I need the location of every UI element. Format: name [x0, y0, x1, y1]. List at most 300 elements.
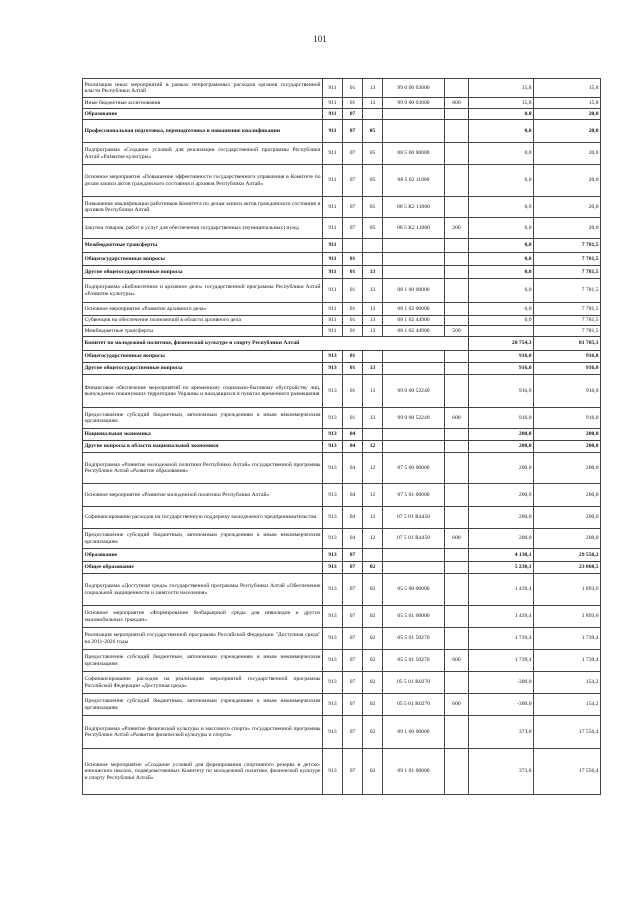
expense-kind-cell	[445, 562, 469, 574]
amount-total-cell: 7 781,5	[534, 279, 601, 303]
admin-code-cell: 911	[323, 109, 343, 120]
subsection-code-cell: 13	[363, 375, 383, 408]
section-code-cell: 04	[343, 429, 363, 441]
row-name-cell: Основное мероприятие «Повышение эффективности государственного управления в Комитете по делам записи актов гражданского состояния и архивов Республики Алтай»	[83, 165, 323, 197]
amount-total-cell: 154,2	[534, 694, 601, 716]
expense-kind-cell	[445, 628, 469, 650]
expense-kind-cell: 200	[445, 218, 469, 239]
row-name-cell: Межбюджетные трансферты	[83, 326, 323, 337]
subsection-code-cell	[363, 239, 383, 253]
amount-total-cell: 916,0	[534, 375, 601, 408]
table-row	[83, 253, 601, 266]
target-article-cell	[383, 363, 445, 375]
section-code-cell: 07	[343, 749, 363, 795]
expense-kind-cell: 600	[445, 529, 469, 549]
table-row	[83, 672, 601, 694]
amount-change-cell: 200,0	[469, 529, 534, 549]
expense-kind-cell	[445, 716, 469, 749]
row-name-cell: Предоставление субсидий бюджетным, автономным учреждениям и иным некоммерческим организациям	[83, 694, 323, 716]
amount-change-cell: 0,0	[469, 266, 534, 279]
section-code-cell: 07	[343, 606, 363, 628]
admin-code-cell: 913	[323, 529, 343, 549]
row-name-cell: Межбюджетные трансферты	[83, 239, 323, 253]
amount-total-cell: 1 893,6	[534, 606, 601, 628]
amount-total-cell: 200,0	[534, 507, 601, 529]
expense-kind-cell: 800	[445, 98, 469, 109]
table-row	[83, 749, 601, 795]
row-name-cell: Подпрограмма «Создание условий для реализации государственной программы Республики Алтай «Развитие культуры»	[83, 143, 323, 165]
target-article-cell: 08 5 00 00000	[383, 143, 445, 165]
row-name-cell: Образование	[83, 549, 323, 562]
section-code-cell: 04	[343, 453, 363, 484]
row-name-cell: Реализация иных мероприятий в рамках непрограммных расходов органов государственной власти Республики Алтай	[83, 79, 323, 98]
admin-code-cell: 913	[323, 375, 343, 408]
subsection-code-cell: 13	[363, 279, 383, 303]
section-code-cell: 07	[343, 562, 363, 574]
amount-change-cell: 200,0	[469, 484, 534, 507]
admin-code-cell: 913	[323, 408, 343, 429]
table-row	[83, 441, 601, 453]
amount-change-cell: 0,0	[469, 253, 534, 266]
section-code-cell: 07	[343, 109, 363, 120]
amount-change-cell: 200,0	[469, 441, 534, 453]
amount-change-cell: 373,8	[469, 716, 534, 749]
admin-code-cell: 911	[323, 98, 343, 109]
row-name-cell: Повышение квалификации работников Комитета по делам записи актов гражданского состояния и архивов Республики Алтай	[83, 197, 323, 218]
row-name-cell: Подпрограмма «Доступная среда» государственной программы Республики Алтай «Обеспечение социальной защищенности и занятости населения»	[83, 574, 323, 606]
amount-total-cell: 20,0	[534, 197, 601, 218]
admin-code-cell: 913	[323, 441, 343, 453]
expense-kind-cell	[445, 239, 469, 253]
expense-kind-cell	[445, 79, 469, 98]
amount-total-cell: 20,0	[534, 218, 601, 239]
table-row	[83, 218, 601, 239]
table-row	[83, 143, 601, 165]
admin-code-cell: 913	[323, 363, 343, 375]
admin-code-cell: 913	[323, 574, 343, 606]
table-row	[83, 549, 601, 562]
admin-code-cell: 911	[323, 79, 343, 98]
amount-total-cell: 7 781,5	[534, 326, 601, 337]
amount-total-cell: 916,0	[534, 351, 601, 363]
expense-kind-cell	[445, 316, 469, 326]
admin-code-cell: 913	[323, 453, 343, 484]
amount-total-cell: 7 781,5	[534, 303, 601, 316]
subsection-code-cell	[363, 549, 383, 562]
section-code-cell: 01	[343, 351, 363, 363]
amount-total-cell: 1 739,4	[534, 650, 601, 672]
row-name-cell: Предоставление субсидий бюджетным, автономным учреждениям и иным некоммерческим организациям	[83, 650, 323, 672]
amount-total-cell: 7 781,5	[534, 316, 601, 326]
table-row	[83, 109, 601, 120]
table-row	[83, 375, 601, 408]
row-name-cell: Комитет по молодежной политике, физической культуре и спорту Республики Алтай	[83, 337, 469, 351]
target-article-cell: 05 5 01 50270	[383, 650, 445, 672]
table-row	[83, 694, 601, 716]
amount-change-cell: 916,0	[469, 408, 534, 429]
target-article-cell	[383, 429, 445, 441]
expense-kind-cell	[445, 672, 469, 694]
amount-change-cell: 0,0	[469, 303, 534, 316]
section-code-cell: 01	[343, 375, 363, 408]
amount-change-cell: 15,8	[469, 98, 534, 109]
row-name-cell: Подпрограмма «Библиотечное и архивное дело» государственной программы Республики Алтай «Развитие культуры»	[83, 279, 323, 303]
expense-kind-cell	[445, 120, 469, 143]
row-name-cell: Другие общегосударственные вопросы	[83, 363, 323, 375]
expense-kind-cell	[445, 109, 469, 120]
subsection-code-cell: 13	[363, 98, 383, 109]
target-article-cell: 05 5 01 R0270	[383, 672, 445, 694]
target-article-cell	[383, 562, 445, 574]
expense-kind-cell: 500	[445, 326, 469, 337]
page-number: 101	[313, 34, 327, 44]
table-row	[83, 650, 601, 672]
subsection-code-cell: 13	[363, 316, 383, 326]
expense-kind-cell	[445, 266, 469, 279]
section-code-cell: 04	[343, 484, 363, 507]
table-row	[83, 484, 601, 507]
row-name-cell: Подпрограмма «Развитие молодежной политики Республики Алтай» государственной программы Республики Алтай «Развитие образования»	[83, 453, 323, 484]
table-row	[83, 120, 601, 143]
target-article-cell	[383, 253, 445, 266]
table-body	[83, 79, 601, 795]
subsection-code-cell: 05	[363, 120, 383, 143]
table-row	[83, 197, 601, 218]
row-name-cell: Образование	[83, 109, 323, 120]
amount-total-cell: 20,0	[534, 109, 601, 120]
amount-total-cell: 200,0	[534, 429, 601, 441]
admin-code-cell: 911	[323, 326, 343, 337]
amount-total-cell: 916,0	[534, 408, 601, 429]
section-code-cell: 04	[343, 441, 363, 453]
table-row	[83, 351, 601, 363]
admin-code-cell: 913	[323, 351, 343, 363]
section-code-cell: 07	[343, 165, 363, 197]
table-row	[83, 574, 601, 606]
subsection-code-cell: 13	[363, 363, 383, 375]
target-article-cell	[383, 239, 445, 253]
row-name-cell: Субвенция на обеспечение полномочий в области архивного дела	[83, 316, 323, 326]
amount-change-cell: 916,0	[469, 351, 534, 363]
expense-kind-cell	[445, 749, 469, 795]
target-article-cell: 08 5 К2 11000	[383, 197, 445, 218]
amount-total-cell: 17 556,4	[534, 749, 601, 795]
subsection-code-cell	[363, 253, 383, 266]
amount-change-cell: 200,0	[469, 507, 534, 529]
table-row	[83, 507, 601, 529]
table-row	[83, 279, 601, 303]
amount-change-cell: 0,0	[469, 197, 534, 218]
subsection-code-cell: 13	[363, 408, 383, 429]
expense-kind-cell	[445, 165, 469, 197]
subsection-code-cell: 02	[363, 716, 383, 749]
table-row	[83, 429, 601, 441]
row-name-cell: Иные бюджетные ассигнования	[83, 98, 323, 109]
amount-change-cell: 373,8	[469, 749, 534, 795]
section-code-cell: 04	[343, 507, 363, 529]
amount-change-cell: 1 439,4	[469, 574, 534, 606]
subsection-code-cell: 13	[363, 303, 383, 316]
amount-change-cell: 0,0	[469, 120, 534, 143]
amount-total-cell: 200,0	[534, 441, 601, 453]
amount-change-cell: 0,0	[469, 165, 534, 197]
amount-total-cell: 154,2	[534, 672, 601, 694]
amount-total-cell: 7 781,5	[534, 266, 601, 279]
amount-change-cell: 0,0	[469, 279, 534, 303]
amount-total-cell: 29 556,2	[534, 549, 601, 562]
admin-code-cell: 911	[323, 303, 343, 316]
target-article-cell: 05 5 01 00000	[383, 606, 445, 628]
subsection-code-cell: 02	[363, 574, 383, 606]
subsection-code-cell: 05	[363, 143, 383, 165]
amount-total-cell: 200,0	[534, 484, 601, 507]
row-name-cell: Софинансирование расходов на государственную поддержку молодежного предпринимательства	[83, 507, 323, 529]
row-name-cell: Основное мероприятие «Развитие молодежной политики Республики Алтай»	[83, 484, 323, 507]
target-article-cell: 99 0 00 03000	[383, 79, 445, 98]
expense-kind-cell	[445, 253, 469, 266]
section-code-cell: 01	[343, 98, 363, 109]
expense-kind-cell	[445, 143, 469, 165]
expense-kind-cell	[445, 429, 469, 441]
target-article-cell: 08 1 02 00000	[383, 303, 445, 316]
target-article-cell	[383, 351, 445, 363]
expense-kind-cell	[445, 574, 469, 606]
section-code-cell: 01	[343, 303, 363, 316]
target-article-cell: 05 5 01 R0270	[383, 694, 445, 716]
subsection-code-cell: 05	[363, 197, 383, 218]
target-article-cell: 08 1 00 00000	[383, 279, 445, 303]
expense-kind-cell	[445, 279, 469, 303]
amount-total-cell: 20,0	[534, 143, 601, 165]
target-article-cell	[383, 120, 445, 143]
section-code-cell: 01	[343, 326, 363, 337]
subsection-code-cell: 13	[363, 326, 383, 337]
amount-change-cell: 200,0	[469, 453, 534, 484]
amount-total-cell: 916,0	[534, 363, 601, 375]
expense-kind-cell	[445, 303, 469, 316]
table-row	[83, 316, 601, 326]
amount-change-cell: 4 130,1	[469, 549, 534, 562]
subsection-code-cell: 02	[363, 562, 383, 574]
subsection-code-cell: 02	[363, 650, 383, 672]
admin-code-cell: 911	[323, 253, 343, 266]
amount-change-cell: 1 739,4	[469, 628, 534, 650]
row-name-cell: Софинансирование расходов на реализацию мероприятий государственной программы Российской Федерации «Доступная среда»	[83, 672, 323, 694]
admin-code-cell: 913	[323, 484, 343, 507]
expense-kind-cell	[445, 441, 469, 453]
section-code-cell: 07	[343, 716, 363, 749]
subsection-code-cell: 02	[363, 606, 383, 628]
amount-change-cell: 0,0	[469, 218, 534, 239]
amount-change-cell: 0,0	[469, 316, 534, 326]
section-code-cell: 07	[343, 672, 363, 694]
amount-change-cell: 0,0	[469, 109, 534, 120]
section-code-cell: 01	[343, 316, 363, 326]
admin-code-cell: 913	[323, 672, 343, 694]
amount-change-cell: 200,0	[469, 429, 534, 441]
target-article-cell: 09 1 01 00000	[383, 749, 445, 795]
table-row	[83, 98, 601, 109]
amount-total-cell: 17 556,4	[534, 716, 601, 749]
row-name-cell: Национальная экономика	[83, 429, 323, 441]
expense-kind-cell	[445, 375, 469, 408]
section-code-cell: 01	[343, 266, 363, 279]
amount-total-cell: 200,0	[534, 453, 601, 484]
admin-code-cell: 913	[323, 694, 343, 716]
section-code-cell: 07	[343, 650, 363, 672]
amount-change-cell: 5 230,1	[469, 562, 534, 574]
target-article-cell	[383, 441, 445, 453]
row-name-cell: Закупка товаров, работ и услуг для обеспечения государственных (муниципальных) нужд	[83, 218, 323, 239]
table-row	[83, 79, 601, 98]
target-article-cell: 99 0 00 03000	[383, 98, 445, 109]
table-row	[83, 337, 601, 351]
amount-total-cell: 15,8	[534, 98, 601, 109]
target-article-cell: 07 5 01 R4450	[383, 529, 445, 549]
table-row	[83, 239, 601, 253]
budget-table	[82, 78, 601, 795]
target-article-cell: 08 1 02 44900	[383, 326, 445, 337]
amount-total-cell: 20,0	[534, 165, 601, 197]
section-code-cell: 07	[343, 574, 363, 606]
section-code-cell: 07	[343, 120, 363, 143]
section-code-cell: 07	[343, 549, 363, 562]
table-row	[83, 266, 601, 279]
target-article-cell: 08 5 02 11000	[383, 165, 445, 197]
amount-change-cell: -300,0	[469, 672, 534, 694]
admin-code-cell: 913	[323, 749, 343, 795]
subsection-code-cell: 12	[363, 441, 383, 453]
amount-total-cell: 7 781,5	[534, 253, 601, 266]
row-name-cell: Подпрограмма «Развитие физической культуры и массового спорта» государственной программы Республики Алтай «Развитие физической культуры и спорта»	[83, 716, 323, 749]
subsection-code-cell: 05	[363, 165, 383, 197]
expense-kind-cell: 600	[445, 650, 469, 672]
subsection-code-cell: 12	[363, 529, 383, 549]
amount-total-cell: 81 785,1	[534, 337, 601, 351]
amount-total-cell: 20,0	[534, 120, 601, 143]
subsection-code-cell: 05	[363, 218, 383, 239]
expense-kind-cell: 600	[445, 408, 469, 429]
subsection-code-cell: 12	[363, 507, 383, 529]
table-row	[83, 408, 601, 429]
section-code-cell: 07	[343, 694, 363, 716]
subsection-code-cell: 12	[363, 453, 383, 484]
expense-kind-cell	[445, 197, 469, 218]
target-article-cell: 07 5 01 R4450	[383, 507, 445, 529]
table-row	[83, 628, 601, 650]
row-name-cell: Предоставление субсидий бюджетным, автономным учреждениям и иным некоммерческим организациям	[83, 408, 323, 429]
admin-code-cell: 913	[323, 606, 343, 628]
target-article-cell: 08 5 К2 11000	[383, 218, 445, 239]
target-article-cell: 07 5 01 00000	[383, 484, 445, 507]
subsection-code-cell: 02	[363, 749, 383, 795]
row-name-cell: Общегосударственные вопросы	[83, 351, 323, 363]
row-name-cell: Финансовое обеспечение мероприятий по временному социально-бытовому обустройству лиц, вынужденно покинувших территорию Украины и находящихся в пунктах временного размещения	[83, 375, 323, 408]
amount-change-cell: 1 739,4	[469, 650, 534, 672]
admin-code-cell: 911	[323, 266, 343, 279]
admin-code-cell: 911	[323, 165, 343, 197]
section-code-cell: 07	[343, 628, 363, 650]
subsection-code-cell: 02	[363, 628, 383, 650]
amount-change-cell: 916,0	[469, 375, 534, 408]
row-name-cell: Основное мероприятие «Развитие архивного дела»	[83, 303, 323, 316]
row-name-cell: Основное мероприятие «Создание условий для формирования спортивного резерва в детско-юношеских школах, подведомственных Комитету по молодежной политике, физической культуре и спорту Республики Алтай»	[83, 749, 323, 795]
row-name-cell: Общее образование	[83, 562, 323, 574]
amount-change-cell: 0,0	[469, 143, 534, 165]
amount-change-cell: -300,0	[469, 694, 534, 716]
amount-change-cell: 1 439,4	[469, 606, 534, 628]
amount-change-cell: 20 754,3	[469, 337, 534, 351]
table-row	[83, 562, 601, 574]
admin-code-cell: 913	[323, 507, 343, 529]
admin-code-cell: 911	[323, 120, 343, 143]
admin-code-cell: 913	[323, 549, 343, 562]
row-name-cell: Реализация мероприятий государственной программы Российской Федерации "Доступная среда" на 2011-2020 годы	[83, 628, 323, 650]
target-article-cell: 09 1 00 00000	[383, 716, 445, 749]
row-name-cell: Профессиональная подготовка, переподготовка и повышение квалификации	[83, 120, 323, 143]
row-name-cell: Основное мероприятие «Формирование безбарьерной среды для инвалидов и других маломобильных граждан»	[83, 606, 323, 628]
amount-total-cell: 15,8	[534, 79, 601, 98]
amount-total-cell: 200,0	[534, 529, 601, 549]
admin-code-cell: 913	[323, 429, 343, 441]
section-code-cell: 07	[343, 218, 363, 239]
admin-code-cell: 911	[323, 143, 343, 165]
target-article-cell: 99 0 00 52240	[383, 375, 445, 408]
expense-kind-cell	[445, 484, 469, 507]
subsection-code-cell	[363, 429, 383, 441]
amount-total-cell: 1 739,4	[534, 628, 601, 650]
subsection-code-cell: 13	[363, 79, 383, 98]
subsection-code-cell: 02	[363, 694, 383, 716]
admin-code-cell: 911	[323, 197, 343, 218]
subsection-code-cell: 13	[363, 266, 383, 279]
amount-change-cell: 916,0	[469, 363, 534, 375]
section-code-cell: 01	[343, 79, 363, 98]
expense-kind-cell	[445, 351, 469, 363]
table-row	[83, 716, 601, 749]
admin-code-cell: 911	[323, 279, 343, 303]
amount-change-cell: 15,8	[469, 79, 534, 98]
subsection-code-cell: 12	[363, 484, 383, 507]
admin-code-cell: 913	[323, 716, 343, 749]
table-row	[83, 303, 601, 316]
table-row	[83, 363, 601, 375]
table-row	[83, 453, 601, 484]
amount-change-cell: 0,0	[469, 239, 534, 253]
expense-kind-cell: 600	[445, 694, 469, 716]
amount-total-cell: 23 068,5	[534, 562, 601, 574]
section-code-cell: 01	[343, 253, 363, 266]
expense-kind-cell	[445, 549, 469, 562]
admin-code-cell: 913	[323, 562, 343, 574]
target-article-cell: 05 5 00 00000	[383, 574, 445, 606]
amount-total-cell: 1 893,6	[534, 574, 601, 606]
table-row	[83, 606, 601, 628]
admin-code-cell: 913	[323, 650, 343, 672]
expense-kind-cell	[445, 453, 469, 484]
target-article-cell: 07 5 00 00000	[383, 453, 445, 484]
admin-code-cell: 911	[323, 218, 343, 239]
section-code-cell: 01	[343, 408, 363, 429]
target-article-cell	[383, 549, 445, 562]
section-code-cell: 04	[343, 529, 363, 549]
admin-code-cell: 913	[323, 628, 343, 650]
admin-code-cell: 911	[323, 316, 343, 326]
row-name-cell: Общегосударственные вопросы	[83, 253, 323, 266]
section-code-cell	[343, 239, 363, 253]
amount-total-cell: 7 781,5	[534, 239, 601, 253]
expense-kind-cell	[445, 606, 469, 628]
